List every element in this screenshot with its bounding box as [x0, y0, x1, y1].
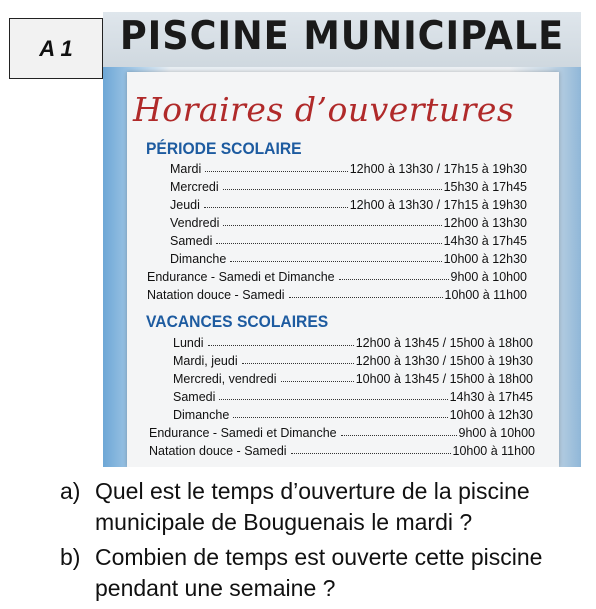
row-value: 10h00 à 11h00 — [452, 444, 535, 458]
row-label: Endurance - Samedi et Dimanche — [147, 270, 335, 284]
row-label: Dimanche — [170, 252, 227, 266]
schedule-row — [170, 230, 527, 248]
schedule-row — [170, 212, 527, 230]
question-marker: b) — [60, 544, 81, 570]
leader-dots — [230, 261, 441, 262]
schedule-row — [147, 266, 527, 284]
row-label: Natation douce - Samedi — [149, 444, 287, 458]
exercise-label: A 1 — [9, 18, 103, 79]
row-value: 10h00 à 13h45 / 15h00 à 18h00 — [355, 372, 533, 386]
row-label: Jeudi — [170, 198, 200, 212]
schedule-row — [170, 158, 527, 176]
schedule-row — [149, 422, 535, 440]
schedule-row — [149, 440, 535, 458]
leader-dots — [289, 297, 443, 298]
schedule-row — [170, 176, 527, 194]
leader-dots — [205, 171, 347, 172]
leader-dots — [223, 189, 442, 190]
row-value: 12h00 à 13h30 — [443, 216, 527, 230]
schedule-title: Horaires d’ouvertures — [133, 90, 515, 129]
schedule-row — [170, 194, 527, 212]
row-value: 14h30 à 17h45 — [443, 234, 527, 248]
question-a — [60, 476, 530, 535]
row-label: Samedi — [173, 390, 216, 404]
row-value: 10h00 à 12h30 — [443, 252, 527, 266]
schedule-row — [173, 332, 533, 350]
leader-dots — [242, 363, 354, 364]
row-value: 12h00 à 13h30 / 15h00 à 19h30 — [355, 354, 533, 368]
row-value: 9h00 à 10h00 — [458, 426, 535, 440]
leader-dots — [204, 207, 348, 208]
question-line: pendant une semaine ? — [95, 575, 336, 601]
row-label: Natation douce - Samedi — [147, 288, 285, 302]
row-label: Dimanche — [173, 408, 230, 422]
sign-header — [103, 12, 581, 67]
row-label: Lundi — [173, 336, 204, 350]
question-b — [60, 542, 543, 601]
question-marker: a) — [60, 478, 81, 504]
question-line: Quel est le temps d’ouverture de la piscine — [95, 478, 530, 504]
row-label: Mardi, jeudi — [173, 354, 238, 368]
row-value: 14h30 à 17h45 — [449, 390, 533, 404]
section-title-vacances-scolaires: VACANCES SCOLAIRES — [146, 312, 329, 331]
row-label: Mercredi, vendredi — [173, 372, 277, 386]
sign-photo — [103, 12, 581, 467]
leader-dots — [223, 225, 441, 226]
leader-dots — [216, 243, 441, 244]
schedule-row — [173, 368, 533, 386]
schedule-row — [147, 284, 527, 302]
row-value: 12h00 à 13h30 / 17h15 à 19h30 — [349, 198, 527, 212]
row-value: 9h00 à 10h00 — [450, 270, 527, 284]
schedule-row — [173, 350, 533, 368]
row-label: Vendredi — [170, 216, 220, 230]
sign-header-text: PISCINE MUNICIPALE — [119, 14, 565, 59]
question-line: Combien de temps est ouverte cette piscine — [95, 544, 543, 570]
row-label: Mardi — [170, 162, 202, 176]
leader-dots — [339, 279, 449, 280]
schedule-row — [173, 386, 533, 404]
leader-dots — [219, 399, 447, 400]
row-value: 12h00 à 13h45 / 15h00 à 18h00 — [355, 336, 533, 350]
leader-dots — [208, 345, 354, 346]
row-label: Samedi — [170, 234, 213, 248]
row-value: 12h00 à 13h30 / 17h15 à 19h30 — [349, 162, 527, 176]
schedule-row — [173, 404, 533, 422]
leader-dots — [291, 453, 451, 454]
row-value: 10h00 à 11h00 — [444, 288, 527, 302]
section-title-periode-scolaire: PÉRIODE SCOLAIRE — [146, 139, 302, 158]
row-value: 10h00 à 12h30 — [449, 408, 533, 422]
leader-dots — [233, 417, 447, 418]
row-label: Mercredi — [170, 180, 219, 194]
schedule-row — [170, 248, 527, 266]
leader-dots — [341, 435, 457, 436]
question-line: municipale de Bouguenais le mardi ? — [95, 509, 473, 535]
leader-dots — [281, 381, 354, 382]
row-value: 15h30 à 17h45 — [443, 180, 527, 194]
row-label: Endurance - Samedi et Dimanche — [149, 426, 337, 440]
